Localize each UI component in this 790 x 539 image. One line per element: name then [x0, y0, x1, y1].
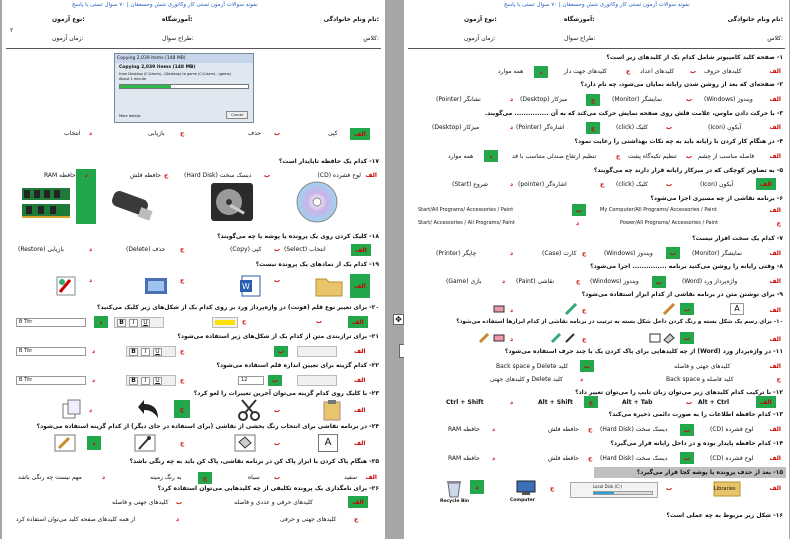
q22-letter-b: ب: [268, 375, 282, 386]
question-9: ۹- برای نوشتن متن در برنامه نقاشی از کدام ابزار استفاده می‌شود؟: [581, 291, 783, 298]
more-details-toggle[interactable]: More details: [119, 114, 141, 118]
q8-option-c: نقاشی (Paint): [516, 278, 555, 285]
q26-letter-c: ج: [354, 516, 359, 523]
q1-letter-c: ج: [626, 68, 631, 75]
q8-letter-d: د: [502, 278, 506, 285]
q4-answer-d: د: [484, 150, 498, 162]
format-toolbar-q21: [126, 346, 176, 357]
q7-option-a: نمایشگر (Monitor): [692, 250, 743, 257]
q4-letter-b: ب: [686, 153, 693, 160]
q21-letter-b: ب: [274, 346, 288, 357]
font-name-dropdown[interactable]: B Titr: [16, 376, 86, 385]
q14-letter-c: ج: [588, 455, 593, 462]
question-6: ۶- برنامه نقاشی از چه مسیری اجرا می‌شود؟: [650, 195, 783, 202]
q25-letter-b: ب: [274, 474, 281, 481]
q11-answer-b: ب: [580, 360, 594, 372]
q6-option-d: Start/ Accessories / All Programs/ Paint: [418, 220, 515, 226]
q25-option-d: مهم نیست چه رنگی باشد: [18, 474, 82, 481]
question-12: ۱۲- با ترکیب کدام کلیدهای زیر می‌توان زبان تایپ را می‌توان تغییر داد؟: [575, 389, 783, 396]
question-8: ۸- وقتی رایانه را روشن می‌کنید برنامه ............... اجرا می‌شود؟: [590, 263, 783, 270]
undo-arrow-icon: [138, 398, 164, 422]
q2-option-a: ویندوز (Windows): [704, 96, 753, 103]
q17-option-a: لوح فشرده (CD): [317, 172, 361, 179]
q6-option-a: My Computer/All Programs/ Accessories / Paint: [600, 207, 717, 213]
q25-option-b: سیاه: [248, 474, 260, 481]
question-5: ۵- به تصاویر کوچکی که در میزکار رایانه قرار دارند چه می‌گویند؟: [593, 167, 783, 174]
q23-letter-a: الف: [354, 407, 366, 414]
question-7: ۷- کدام یک سخت افزار نیست؟: [692, 235, 783, 242]
q3-letter-b: ب: [666, 124, 673, 131]
paragraph-toolbar[interactable]: [297, 375, 337, 386]
question-19: ۱۹- کدام یک از نمادهای یک پرونده نیست؟: [255, 261, 379, 268]
q10-letter-c: ج: [582, 336, 587, 343]
copy-progress-bar: [119, 84, 249, 89]
q4-letter-a: الف: [769, 153, 781, 160]
q9-answer-b: ب: [680, 303, 694, 315]
header-divider: [6, 48, 381, 49]
format-toolbar-q20: [114, 317, 164, 328]
q2-option-c: میزکار (Desktop): [520, 96, 568, 103]
q16-letter-d: د: [89, 130, 93, 137]
q2-letter-a: الف: [769, 96, 781, 103]
exam-type-label: نوع آزمون:: [52, 16, 85, 23]
bold-button[interactable]: B: [129, 377, 138, 385]
school-label: آموزشگاه:: [564, 16, 595, 23]
computer-icon: [514, 480, 538, 496]
q3-answer-c: ج: [586, 122, 600, 134]
q8-answer-b: ب: [652, 276, 666, 288]
q6-option-c: Power/All Programs/ Accessories / Paint: [620, 220, 719, 226]
q7-letter-d: د: [510, 250, 514, 257]
time-label: زمان آزمون:: [464, 35, 496, 42]
q15-letter-b: ب: [666, 485, 673, 492]
text-tool-icon: A: [318, 434, 338, 452]
q11-letter-d: د: [580, 376, 584, 383]
copy-dialog: [114, 53, 254, 123]
pencil-tool-icon: [54, 434, 76, 452]
q23-letter-b: ب: [274, 407, 281, 414]
font-name-dropdown[interactable]: B Titr: [16, 347, 86, 356]
q7-option-d: چاپگر (Printer): [436, 250, 477, 257]
q16-option-c: بازیابی: [148, 130, 165, 137]
q11-letter-c: ج: [776, 376, 781, 383]
q3-option-c: اشاره‌گر (Pointer): [516, 124, 565, 131]
q26-option-a: کلیدهای حرفی و عددی و فاصله: [234, 499, 313, 506]
q25-answer-c: ج: [198, 472, 212, 484]
question-15: ۱۵- بعد از حذف پرونده یا پوشه کجا قرار می‌گیرد؟: [636, 469, 783, 476]
question-3: ۳- با حرکت دادن ماوس، علامت فلش روی صفحه نمایش حرکت می‌کند که به آن ............... می‌گویند.: [484, 110, 783, 117]
q26-option-b: کلیدهای جهتی و فاصله: [112, 499, 169, 506]
class-label: کلاس:: [363, 35, 379, 42]
q2-option-d: نشانگر (Pointer): [436, 96, 481, 103]
q8-letter-c: ج: [576, 278, 581, 285]
computer-label: Computer: [510, 498, 535, 503]
question-24: ۲۴- در برنامه نقاشی برای انتخاب رنگ بخشی از نقاشی (برای استفاده در جای دیگر) از کدام گزینه استفاده می‌شود؟: [36, 423, 379, 430]
q7-letter-a: الف: [769, 250, 781, 257]
cd-disc-icon: [292, 180, 342, 225]
q4-option-a: فاصله مناسب از چشم: [698, 153, 755, 160]
q12-letter-b: ب: [686, 399, 693, 406]
q4-option-d: همه موارد: [448, 153, 474, 160]
q16-option-b: حذف: [248, 130, 262, 137]
bold-button[interactable]: B: [117, 319, 126, 327]
q17-option-c: حافظه فلش: [130, 172, 161, 179]
cancel-button[interactable]: Cancel: [226, 111, 248, 119]
q19-answer-a: الف: [350, 274, 370, 298]
q3-letter-a: الف: [769, 124, 781, 131]
q5-option-c: اشاره‌گر (pointer): [518, 181, 567, 188]
q5-letter-c: ج: [600, 181, 605, 188]
q7-option-c: کارت (Case): [542, 250, 577, 257]
designer-label: طراح سوال:: [564, 35, 596, 42]
q8-option-d: بازی (Game): [446, 278, 482, 285]
question-25: ۲۵- هنگام پاک کردن با ابزار پاک کن در برنامه نقاشی، پاک کن باید به چه رنگی باشد؟: [129, 458, 379, 465]
q26-option-c: کلیدهای جهتی و حرفی: [280, 516, 337, 523]
q18-letter-c: ج: [180, 246, 185, 253]
q14-answer-b: ب: [680, 452, 694, 464]
q6-option-b: Start/All Programs/ Accessories / Paint: [418, 207, 514, 213]
q5-option-d: شروع (Start): [452, 181, 489, 188]
brush-icon: [564, 303, 578, 315]
q16-letter-b: ب: [274, 130, 281, 137]
q26-answer-a: الف: [348, 496, 368, 508]
q4-option-c: تنظیم ارتفاع صندلی متناسب با قد: [512, 153, 597, 160]
underline-button[interactable]: U: [141, 319, 150, 327]
designer-label: طراح سوال:: [162, 35, 194, 42]
q18-option-c: حذف (Delete): [126, 246, 166, 253]
question-4: ۴- در هنگام کار کردن با رایانه باید به چه نکات بهداشتی را رعایت نمود؟: [574, 138, 783, 145]
q6-answer-b: ب: [572, 204, 586, 216]
q6-letter-d: د: [576, 220, 580, 227]
q8-option-b: ویندوز (Windows): [590, 278, 639, 285]
q14-letter-d: د: [492, 455, 496, 462]
q24-letter-c: ج: [180, 440, 185, 447]
paint-file-icon: [54, 274, 80, 298]
q2-option-b: نمایشگر (Monitor): [612, 96, 663, 103]
school-label: آموزشگاه:: [162, 16, 193, 23]
q4-option-b: تنظیم تکیه‌گاه پشت: [628, 153, 677, 160]
q11-option-a: کلیدهای جهتی و فاصله: [674, 363, 731, 370]
recycle-bin-label: Recycle Bin: [440, 499, 470, 504]
q26-option-d: از همه کلیدهای صفحه کلید می‌توان استفاده کرد: [16, 516, 136, 523]
bold-button[interactable]: B: [129, 348, 138, 356]
move-handle-icon[interactable]: ✥: [393, 314, 404, 325]
underline-button[interactable]: U: [153, 377, 162, 385]
word-document-icon: [238, 274, 264, 298]
italic-button[interactable]: I: [129, 319, 138, 327]
q14-option-a: لوح فشرده (CD): [710, 455, 754, 462]
q20-letter-c: ج: [242, 318, 247, 325]
q5-answer-a: الف: [756, 178, 776, 190]
q22-letter-a: الف: [354, 377, 366, 384]
font-size-dropdown[interactable]: 12: [238, 376, 264, 385]
q18-option-b: کپی (Copy): [230, 246, 262, 253]
q18-option-a: انتخاب (Select): [284, 246, 326, 253]
q5-option-b: کلیک (click): [616, 181, 649, 188]
q13-option-c: حافظه فلش: [548, 426, 579, 433]
copy-icon: [60, 398, 84, 422]
pencil-icon: [662, 303, 676, 315]
q15-letter-a: الف: [769, 485, 781, 492]
disk-usage-bar: [593, 491, 653, 495]
q24-letter-b: ب: [274, 440, 281, 447]
folder-icon: [314, 274, 344, 298]
q14-letter-a: الف: [769, 455, 781, 462]
q25-letter-d: د: [102, 474, 106, 481]
q13-letter-a: الف: [769, 426, 781, 433]
q18-option-d: بازیابی (Restore): [18, 246, 64, 253]
q11-option-c: کلید فاصله و Back space: [666, 376, 734, 383]
q12-option-c: Alt + Shift: [538, 399, 573, 406]
pencil-and-eraser-tools: [478, 332, 506, 344]
q15-answer-d: د: [470, 480, 484, 494]
fill-bucket-icon: [234, 434, 256, 452]
paste-icon: [320, 398, 344, 422]
question-20: ۲۰- برای تغییر نوع قلم (فونت) در واژه‌پرداز ورد بر روی کدام یک از شکل‌های زیر کلیک می‌کنید؟: [96, 304, 379, 311]
q1-letter-a: الف: [769, 68, 781, 75]
copy-dialog-time: About 1 minute: [119, 77, 147, 81]
recycle-bin-icon: [444, 478, 464, 498]
q12-option-d: Ctrl + Shift: [446, 399, 484, 406]
question-17: ۱۷- کدام یک حافظه ناپایدار است؟: [278, 158, 379, 165]
q23-letter-d: د: [89, 407, 93, 414]
cut-scissors-icon: [236, 398, 262, 422]
q21-letter-a: الف: [354, 348, 366, 355]
format-toolbar-q22: [126, 375, 176, 386]
q25-option-c: به رنگ زمینه: [150, 474, 182, 481]
libraries-label: Libraries: [714, 486, 736, 492]
q3-option-b: کلیک (click): [616, 124, 649, 131]
q11-letter-a: الف: [769, 363, 781, 370]
q12-option-b: Alt + Tab: [622, 399, 653, 406]
q18-answer-a: الف: [351, 244, 371, 256]
q6-letter-c: ج: [776, 220, 781, 227]
local-disk-label: Local Disk (C:): [593, 484, 622, 489]
q16-answer-a: الف: [350, 128, 370, 140]
question-1: ۱- صفحه کلید کامپیوتر شامل کدام یک از کلیدهای زیر است؟: [606, 54, 783, 61]
q16-option-a: کپی: [328, 130, 338, 137]
q2-letter-b: ب: [686, 96, 693, 103]
q19-letter-b: ب: [274, 277, 281, 284]
copy-dialog-heading: Copying 2,039 items (148 MB): [119, 65, 196, 70]
q17-option-d: حافظه RAM: [44, 172, 76, 179]
q12-answer-a: الف: [756, 396, 776, 408]
q25-option-a: سفید: [343, 474, 357, 481]
q18-letter-d: د: [89, 246, 93, 253]
q20-answer-a: الف: [348, 316, 368, 328]
copy-progress-fill: [120, 85, 171, 88]
question-23: ۲۳- با کلیک روی کدام گزینه می‌توان آخرین تغییرات را لغو کرد؟: [193, 390, 379, 397]
alignment-toolbar[interactable]: [297, 346, 337, 357]
q19-letter-d: د: [89, 277, 93, 284]
q21-letter-d: د: [92, 348, 96, 355]
question-18: ۱۸- کلیک کردن روی یک پرونده یا پوشه یا چه می‌گویند؟: [217, 233, 379, 240]
q6-letter-a: الف: [769, 207, 781, 214]
header-divider: [408, 48, 785, 49]
page-number: ۲: [10, 27, 14, 34]
italic-button[interactable]: I: [141, 348, 150, 356]
q10-letter-a: الف: [769, 336, 781, 343]
q20-letter-d: د: [94, 316, 108, 328]
q12-letter-d: د: [510, 399, 514, 406]
name-label: نام ونام خانوادگی:: [323, 16, 379, 23]
q14-option-d: حافظه RAM: [448, 455, 480, 462]
question-26: ۲۶- برای نامگذاری یک پرونده تکلیفی از چه کلیدهایی می‌توان استفاده کرد؟: [157, 485, 379, 492]
shape-and-fill-tools: [648, 332, 676, 344]
q7-option-b: ویندوز (Windows): [604, 250, 653, 257]
q14-option-c: حافظه فلش: [548, 455, 579, 462]
q1-option-d: همه موارد: [498, 68, 524, 75]
document-page-1: [404, 0, 789, 539]
q5-letter-d: د: [510, 181, 514, 188]
question-2: ۲- صفحه‌ای که بعد از روشن شدن رایانه نمایان می‌شود، چه نام دارد؟: [580, 81, 783, 88]
q17-letter-a: الف: [365, 172, 377, 179]
q13-option-d: حافظه RAM: [448, 426, 480, 433]
q5-option-a: آیکون (Icon): [700, 181, 734, 188]
q15-letter-c: ج: [550, 485, 555, 492]
font-name-dropdown[interactable]: B Titr: [16, 318, 86, 327]
q20-letter-b: ب: [316, 318, 323, 325]
q21-letter-c: ج: [180, 348, 185, 355]
video-file-icon: [142, 274, 170, 298]
q23-answer-c: ج: [174, 400, 190, 418]
q2-letter-d: د: [510, 96, 514, 103]
q12-letter-c: ج: [584, 396, 598, 408]
q5-letter-b: ب: [666, 181, 673, 188]
class-label: کلاس:: [767, 35, 783, 42]
q17-letter-c: ج: [164, 172, 169, 179]
svg-text:W: W: [242, 282, 250, 291]
q13-letter-c: ج: [588, 426, 593, 433]
question-22: ۲۲- کدام گزینه برای تعیین اندازه قلم استفاده می‌شود؟: [216, 362, 379, 369]
highlight-color-tool[interactable]: [212, 317, 238, 328]
italic-button[interactable]: I: [141, 377, 150, 385]
q1-option-b: کلیدهای اعداد: [640, 68, 675, 75]
flash-drive-icon: [104, 183, 159, 223]
q4-letter-c: ج: [616, 153, 621, 160]
q16-letter-c: ج: [180, 130, 185, 137]
page-header-title: نمونه سوالات آزمون تستی کار وکاتوری شش وحسعفان | ۷۰ سوال تستی با پاسخ: [504, 2, 690, 8]
q12-option-a: Alt + Ctrl: [698, 399, 730, 406]
page-header-title: نمونه سوالات آزمون تستی کار وکاتوری شش وحسعفان | ۷۰ سوال تستی با پاسخ: [72, 2, 258, 8]
q3-letter-d: د: [510, 124, 514, 131]
local-disk-item: [570, 482, 658, 498]
q1-letter-b: ب: [690, 68, 697, 75]
q13-letter-d: د: [492, 426, 496, 433]
q26-letter-b: ب: [176, 499, 183, 506]
copy-dialog-title: Copying 2,039 items (148 MB): [115, 54, 253, 63]
q8-option-a: واژه‌پرداز ورد (Word): [682, 278, 738, 285]
document-page-2: [2, 0, 385, 539]
q11-option-d: کلید Delete و کلیدهای جهتی: [490, 376, 563, 383]
q9-letter-d: د: [510, 307, 514, 314]
q26-letter-d: د: [176, 516, 180, 523]
q22-letter-c: ج: [180, 377, 185, 384]
q8-letter-a: الف: [769, 278, 781, 285]
text-tool-icon: A: [730, 303, 744, 315]
question-10: ۱۰- برای رسم یک شکل بسته و رنگ کردن داخل شکل بسته به ترتیب در برنامه نقاشی از کدام ابزارها استفاده می‌شود؟: [456, 319, 783, 325]
q1-option-c: کلیدهای جهت دار: [564, 68, 607, 75]
q24-letter-a: الف: [354, 440, 366, 447]
q14-option-b: دیسک سخت (Hard Disk): [600, 455, 668, 462]
time-label: زمان آزمون:: [52, 35, 84, 42]
q1-option-a: کلیدهای حروف: [704, 68, 742, 75]
q3-option-d: میزکار (Desktop): [432, 124, 480, 131]
eraser-icon: [492, 303, 506, 315]
q7-answer-b: ب: [666, 247, 680, 259]
q10-letter-d: د: [510, 336, 514, 343]
question-14: ۱۴- کدام حافظه پایدار بوده و در داخل رایانه قرار می‌گیرد؟: [610, 440, 783, 447]
q18-letter-b: ب: [274, 246, 281, 253]
question-11: ۱۱- در واژه‌پرداز ورد (Word) از چه کلیدهایی برای پاک کردن یک یا چند حرف استفاده می‌شود؟: [504, 348, 783, 355]
question-16: ۱۶- شکل زیر مربوط به چه عملی است؟: [666, 512, 783, 519]
q17-letter-b: ب: [264, 172, 271, 179]
q3-option-a: آیکون (Icon): [708, 124, 742, 131]
q13-option-b: دیسک سخت (Hard Disk): [600, 426, 668, 433]
q13-option-a: لوح فشرده (CD): [710, 426, 754, 433]
q1-answer-d: د: [534, 66, 548, 78]
q9-letter-c: ج: [582, 307, 587, 314]
q7-letter-c: ج: [582, 250, 587, 257]
q10-answer-b: ب: [680, 332, 694, 344]
question-13: ۱۳- کدام حافظه اطلاعات را به صورت دائمی ذخیره می‌کند؟: [608, 411, 783, 418]
q13-answer-b: ب: [680, 424, 694, 436]
ram-module-icon: [20, 182, 72, 224]
q17-answer-d: د: [76, 169, 96, 224]
q19-letter-c: ج: [180, 277, 185, 284]
q25-letter-a: الف: [365, 474, 377, 481]
q11-option-b: کلید Delete و Back space: [496, 363, 569, 370]
hard-disk-icon: [207, 180, 257, 225]
color-picker-icon: [134, 434, 156, 452]
copy-dialog-from: from Desktop (C:\Users\...\Desktop) to game (C:\Users\...\game): [119, 72, 232, 76]
brush-and-picker-tools: [550, 332, 578, 344]
q24-answer-d: د: [87, 436, 101, 450]
q9-letter-a: الف: [769, 307, 781, 314]
exam-type-label: نوع آزمون:: [464, 16, 497, 23]
question-21: ۲۱- برای ترازبندی متن از کدام یک از شکل‌های زیر استفاده می‌شود؟: [177, 333, 379, 340]
q16-option-d: انتخاب: [64, 130, 81, 137]
q2-answer-c: ج: [586, 94, 600, 106]
q22-letter-d: د: [92, 377, 96, 384]
name-label: نام ونام خانوادگی:: [727, 16, 783, 23]
underline-button[interactable]: U: [153, 348, 162, 356]
q17-option-b: دیسک سخت (Hard Disk): [184, 172, 252, 179]
